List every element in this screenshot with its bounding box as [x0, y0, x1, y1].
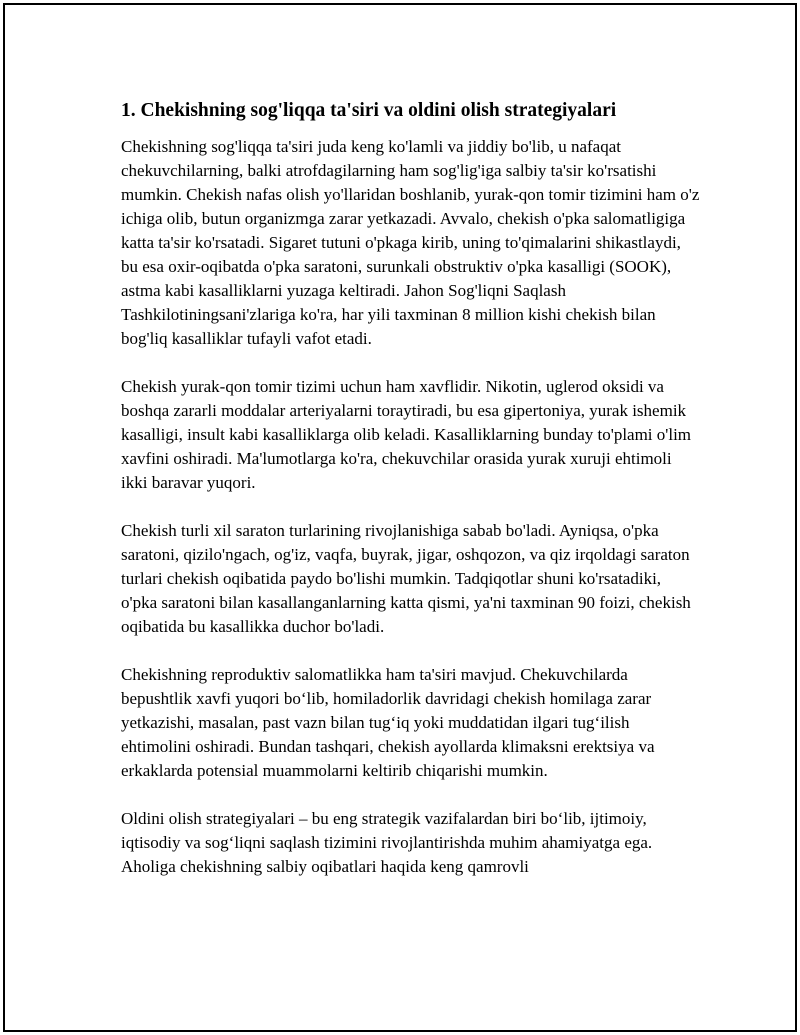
paragraph: Chekish yurak-qon tomir tizimi uchun ham xavflidir. Nikotin, uglerod oksidi va boshqa zararli moddalar arteriyalarni toraytiradi, bu esa gipertoniya, yurak ishemik kasalligi, insult kabi kasalliklarga olib keladi. Kasalliklarning bunday to'plami o'lim xavfini oshiradi. Ma'lumotlarga ko'ra, chekuvchilar orasida yurak xuruji ehtimoli ikki baravar yuqori.: [121, 377, 692, 492]
paragraph: Oldini olish strategiyalari – bu eng strategik vazifalardan biri bo‘lib, ijtimoiy, iqtisodiy va sog‘liqni saqlash tizimini rivojlantirishda muhim ahamiyatga ega. Aholiga chekishning salbiy oqibatlari haqida keng qamrovli: [121, 809, 653, 876]
paragraph: Chekishning reproduktiv salomatlikka ham ta'siri mavjud. Chekuvchilarda bepushtlik xavfi yuqori bo‘lib, homiladorlik davridagi chekish homilaga zarar yetkazishi, masalan, past vazn bilan tug‘iq yoki muddatidan ilgari tug‘ilish ehtimolini oshiradi. Bundan tashqari, chekish ayollarda klimaksni erektsiya va erkaklarda potensial muammolarni keltirib chiqarishi mumkin.: [121, 665, 655, 780]
document-body: [121, 97, 701, 879]
paragraph: Chekish turli xil saraton turlarining rivojlanishiga sabab bo'ladi. Ayniqsa, o'pka saratoni, qizilo'ngach, og'iz, vaqfa, buyrak, jigar, oshqozon, va qiz irqoldagi saraton turlari chekish oqibatida paydo bo'lishi mumkin. Tadqiqotlar shuni ko'rsatadiki, o'pka saratoni bilan kasallanganlarning katta qismi, ya'ni taxminan 90 foizi, chekish oqibatida bu kasallikka duchor bo'ladi.: [121, 521, 691, 636]
paragraph: Chekishning sog'liqqa ta'siri juda keng ko'lamli va jiddiy bo'lib, u nafaqat chekuvchilarning, balki atrofdagilarning ham sog'lig'iga salbiy ta'sir ko'rsatishi mumkin. Chekish nafas olish yo'llaridan boshlanib, yurak-qon tomir tizimini ham o'z ichiga olib, butun organizmga zarar yetkazadi. Avvalo, chekish o'pka salomatligiga katta ta'sir ko'rsatadi. Sigaret tutuni o'pkaga kirib, uning to'qimalarini shikastlaydi, bu esa oxir-oqibatda o'pka saratoni, surunkali obstruktiv o'pka kasalligi (SOOK), astma kabi kasalliklarni yuzaga keltiradi. Jahon Sog'liqni Saqlash Tashkilotiningsani'zlariga ko'ra, har yili taxminan 8 million kishi chekish bilan bog'liq kasalliklar tufayli vafot etadi.: [121, 137, 700, 348]
document-page: [3, 3, 797, 1032]
section-title: 1. Chekishning sog'liqqa ta'siri va oldini olish strategiyalari: [121, 100, 617, 121]
